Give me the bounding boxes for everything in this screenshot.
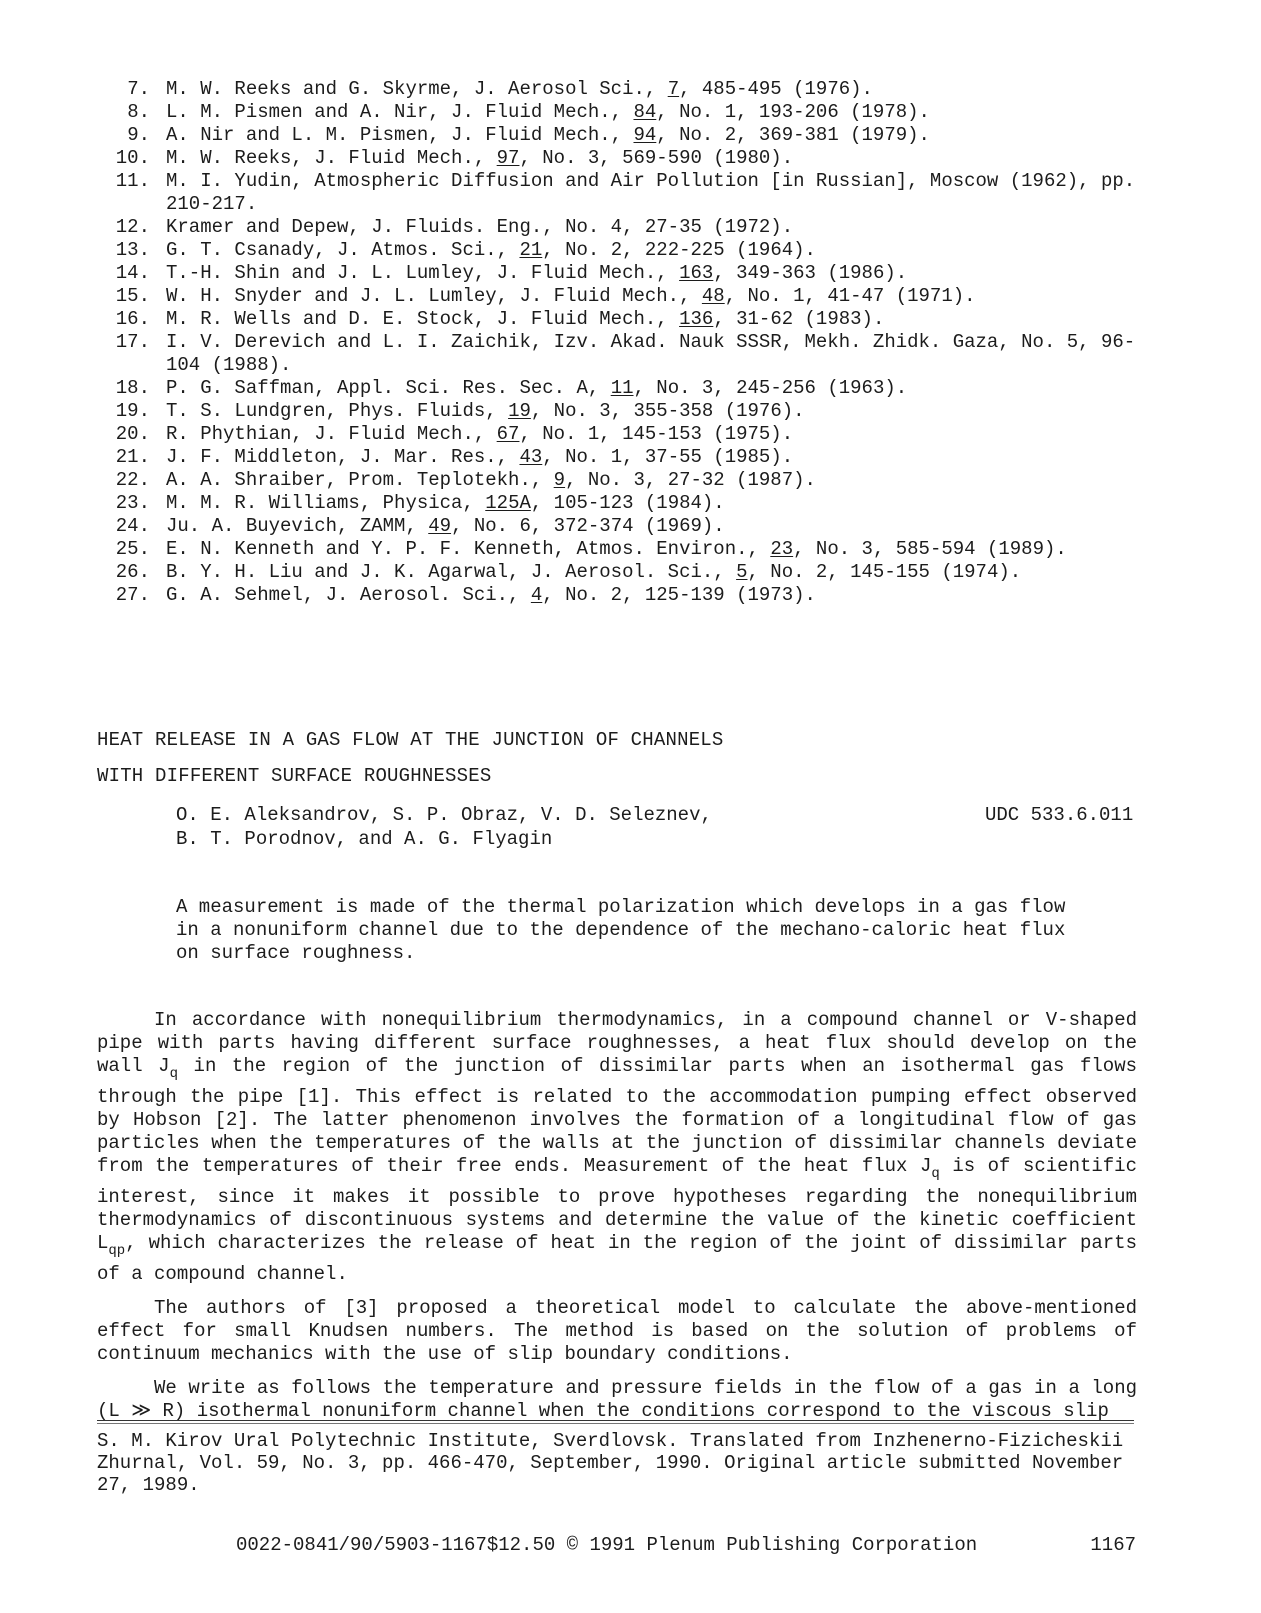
reference-volume: 94 — [633, 124, 657, 146]
reference-volume: 125A — [485, 492, 531, 514]
reference-item — [96, 285, 1156, 308]
reference-volume: 5 — [736, 561, 748, 583]
authors-line-1: O. E. Aleksandrov, S. P. Obraz, V. D. Seleznev, — [176, 804, 712, 826]
reference-volume: 4 — [530, 584, 543, 606]
reference-number: 13. — [115, 239, 150, 261]
reference-text: A. Nir and L. M. Pismen, J. Fluid Mech., 94, No. 2, 369-381 (1979). — [166, 124, 930, 146]
reference-text: M. W. Reeks, J. Fluid Mech., 97, No. 3, 569-590 (1980). — [166, 147, 794, 169]
reference-number: 16. — [115, 308, 150, 330]
reference-text: A. A. Shraiber, Prom. Teplotekh., 9, No. 3, 27-32 (1987). — [166, 469, 816, 491]
reference-number: 10. — [115, 147, 150, 169]
reference-number: 9. — [127, 124, 150, 146]
reference-text: G. A. Sehmel, J. Aerosol. Sci., 4, No. 2, 125-139 (1973). — [166, 584, 816, 606]
udc-code: UDC 533.6.011 — [985, 804, 1134, 826]
reference-item — [96, 561, 1156, 584]
title-line-1: HEAT RELEASE IN A GAS FLOW AT THE JUNCTION OF CHANNELS — [97, 729, 724, 751]
reference-item — [96, 124, 1156, 147]
reference-item — [96, 492, 1156, 515]
reference-number: 18. — [115, 377, 150, 399]
reference-volume: 21 — [519, 239, 543, 261]
reference-volume: 43 — [519, 446, 543, 468]
page-number: 1167 — [1090, 1534, 1136, 1556]
footnote-divider-secondary — [97, 1423, 1134, 1424]
authors — [176, 803, 712, 851]
reference-number: 17. — [115, 331, 150, 353]
reference-text: M. W. Reeks and G. Skyrme, J. Aerosol Sci., 7, 485-495 (1976). — [166, 78, 873, 100]
reference-number: 22. — [115, 469, 150, 491]
reference-number: 21. — [115, 446, 150, 468]
reference-item — [96, 423, 1156, 446]
reference-number: 7. — [127, 78, 150, 100]
reference-volume: 163 — [679, 262, 714, 284]
reference-text: M. R. Wells and D. E. Stock, J. Fluid Mech., 136, 31-62 (1983). — [166, 308, 885, 330]
reference-volume: 7 — [667, 78, 680, 100]
reference-text: J. F. Middleton, J. Mar. Res., 43, No. 1, 37-55 (1985). — [166, 446, 794, 468]
reference-number: 23. — [115, 492, 150, 514]
reference-text: I. V. Derevich and L. I. Zaichik, Izv. Akad. Nauk SSSR, Mekh. Zhidk. Gaza, No. 5, 96-104 (1988). — [166, 331, 1136, 376]
reference-volume: 11 — [610, 377, 634, 399]
reference-number: 15. — [115, 285, 150, 307]
reference-text: L. M. Pismen and A. Nir, J. Fluid Mech., 84, No. 1, 193-206 (1978). — [166, 101, 930, 123]
reference-item — [96, 308, 1156, 331]
reference-text: Ju. A. Buyevich, ZAMM, 49, No. 6, 372-374 (1969). — [166, 515, 725, 537]
reference-text: M. M. R. Williams, Physica, 125A, 105-123 (1984). — [166, 492, 725, 514]
page-footer — [236, 1533, 1136, 1557]
reference-volume: 97 — [496, 147, 520, 169]
reference-item — [96, 469, 1156, 492]
footnote: S. M. Kirov Ural Polytechnic Institute, Sverdlovsk. Translated from Inzhenerno-Fizicheskii Zhurnal, Vol. 59, No. 3, pp. 466-470, September, 1990. Original article submitted November 27, 1989. — [97, 1430, 1124, 1496]
reference-text: W. H. Snyder and J. L. Lumley, J. Fluid Mech., 48, No. 1, 41-47 (1971). — [166, 285, 976, 307]
reference-item — [96, 262, 1156, 285]
reference-volume: 23 — [770, 538, 794, 560]
article-body — [97, 1009, 1137, 1434]
reference-number: 11. — [115, 170, 150, 192]
reference-item — [96, 331, 1156, 377]
reference-item — [96, 147, 1156, 170]
paragraph-1: In accordance with nonequilibrium thermodynamics, in a compound channel or V-shaped pipe with parts having different surface roughnesses, a heat flux should develop on the wall $J_q$ in the region of the junction of dissimilar parts when an isothermal gas flows through the pipe [1]. This effect is related to the accommodation pumping effect observed by Hobson [2]. The latter phenomenon involves the formation of a longitudinal flow of gas particles when the temperatures of the walls at the junction of dissimilar channels deviate from the temperatures of their free ends. Measurement of the heat flux $J_q$ is of scientific interest, since it makes it possible to prove hypotheses regarding the nonequilibrium thermodynamics of discontinuous systems and determine the value of the kinetic coefficient $L_{qp}$, which characterizes the release of heat in the region of the joint of dissimilar parts of a compound channel. — [97, 1009, 1137, 1285]
footer-code: 0022-0841/90/5903-1167$12.50 © 1991 Plenum Publishing Corporation — [236, 1534, 978, 1556]
reference-volume: 49 — [428, 515, 452, 537]
reference-item — [96, 446, 1156, 469]
reference-item — [96, 377, 1156, 400]
reference-number: 25. — [115, 538, 150, 560]
reference-item — [96, 515, 1156, 538]
reference-item — [96, 216, 1156, 239]
reference-item — [96, 538, 1156, 561]
reference-item — [96, 78, 1156, 101]
reference-number: 12. — [115, 216, 150, 238]
reference-volume: 136 — [679, 308, 714, 330]
article-title — [97, 722, 724, 794]
reference-text: M. I. Yudin, Atmospheric Diffusion and Air Pollution [in Russian], Moscow (1962), pp. 210-217. — [166, 170, 1147, 215]
reference-number: 8. — [127, 101, 150, 123]
reference-number: 27. — [115, 584, 150, 606]
paragraph-3: We write as follows the temperature and pressure fields in the flow of a gas in a long (L ≫ R) isothermal nonuniform channel when the conditions correspond to the viscous slip — [97, 1377, 1137, 1422]
reference-list — [96, 78, 1156, 607]
reference-volume: 19 — [508, 400, 531, 422]
reference-volume: 84 — [633, 101, 657, 123]
reference-text: E. N. Kenneth and Y. P. F. Kenneth, Atmos. Environ., 23, No. 3, 585-594 (1989). — [166, 538, 1067, 560]
reference-item — [96, 101, 1156, 124]
reference-volume: 9 — [553, 469, 566, 491]
authors-line-2: B. T. Porodnov, and A. G. Flyagin — [176, 828, 553, 850]
reference-text: G. T. Csanady, J. Atmos. Sci., 21, No. 2, 222-225 (1964). — [166, 239, 816, 261]
reference-number: 19. — [115, 400, 150, 422]
reference-text: P. G. Saffman, Appl. Sci. Res. Sec. A, 11, No. 3, 245-256 (1963). — [166, 377, 908, 399]
reference-number: 20. — [115, 423, 150, 445]
reference-volume: 67 — [496, 423, 520, 445]
reference-volume: 48 — [701, 285, 725, 307]
reference-number: 26. — [115, 561, 150, 583]
reference-text: Kramer and Depew, J. Fluids. Eng., No. 4, 27-35 (1972). — [166, 216, 794, 238]
reference-item — [96, 170, 1156, 216]
paragraph-2: The authors of [3] proposed a theoretical model to calculate the above-mentioned effect for small Knudsen numbers. The method is based on the solution of problems of continuum mechanics with the use of slip boundary conditions. — [97, 1297, 1137, 1365]
reference-number: 24. — [115, 515, 150, 537]
reference-text: B. Y. H. Liu and J. K. Agarwal, J. Aerosol. Sci., 5, No. 2, 145-155 (1974). — [166, 561, 1022, 583]
reference-item — [96, 400, 1156, 423]
footnote-divider — [97, 1420, 1134, 1421]
reference-text: T. S. Lundgren, Phys. Fluids, 19, No. 3, 355-358 (1976). — [166, 400, 805, 422]
reference-number: 14. — [115, 262, 150, 284]
title-line-2: WITH DIFFERENT SURFACE ROUGHNESSES — [97, 765, 492, 787]
reference-text: T.-H. Shin and J. L. Lumley, J. Fluid Mech., 163, 349-363 (1986). — [166, 262, 908, 284]
reference-item — [96, 239, 1156, 262]
reference-text: R. Phythian, J. Fluid Mech., 67, No. 1, 145-153 (1975). — [166, 423, 794, 445]
reference-item — [96, 584, 1156, 607]
abstract: A measurement is made of the thermal polarization which develops in a gas flow in a nonuniform channel due to the dependence of the mechano-caloric heat flux on surface roughness. — [176, 896, 1066, 964]
